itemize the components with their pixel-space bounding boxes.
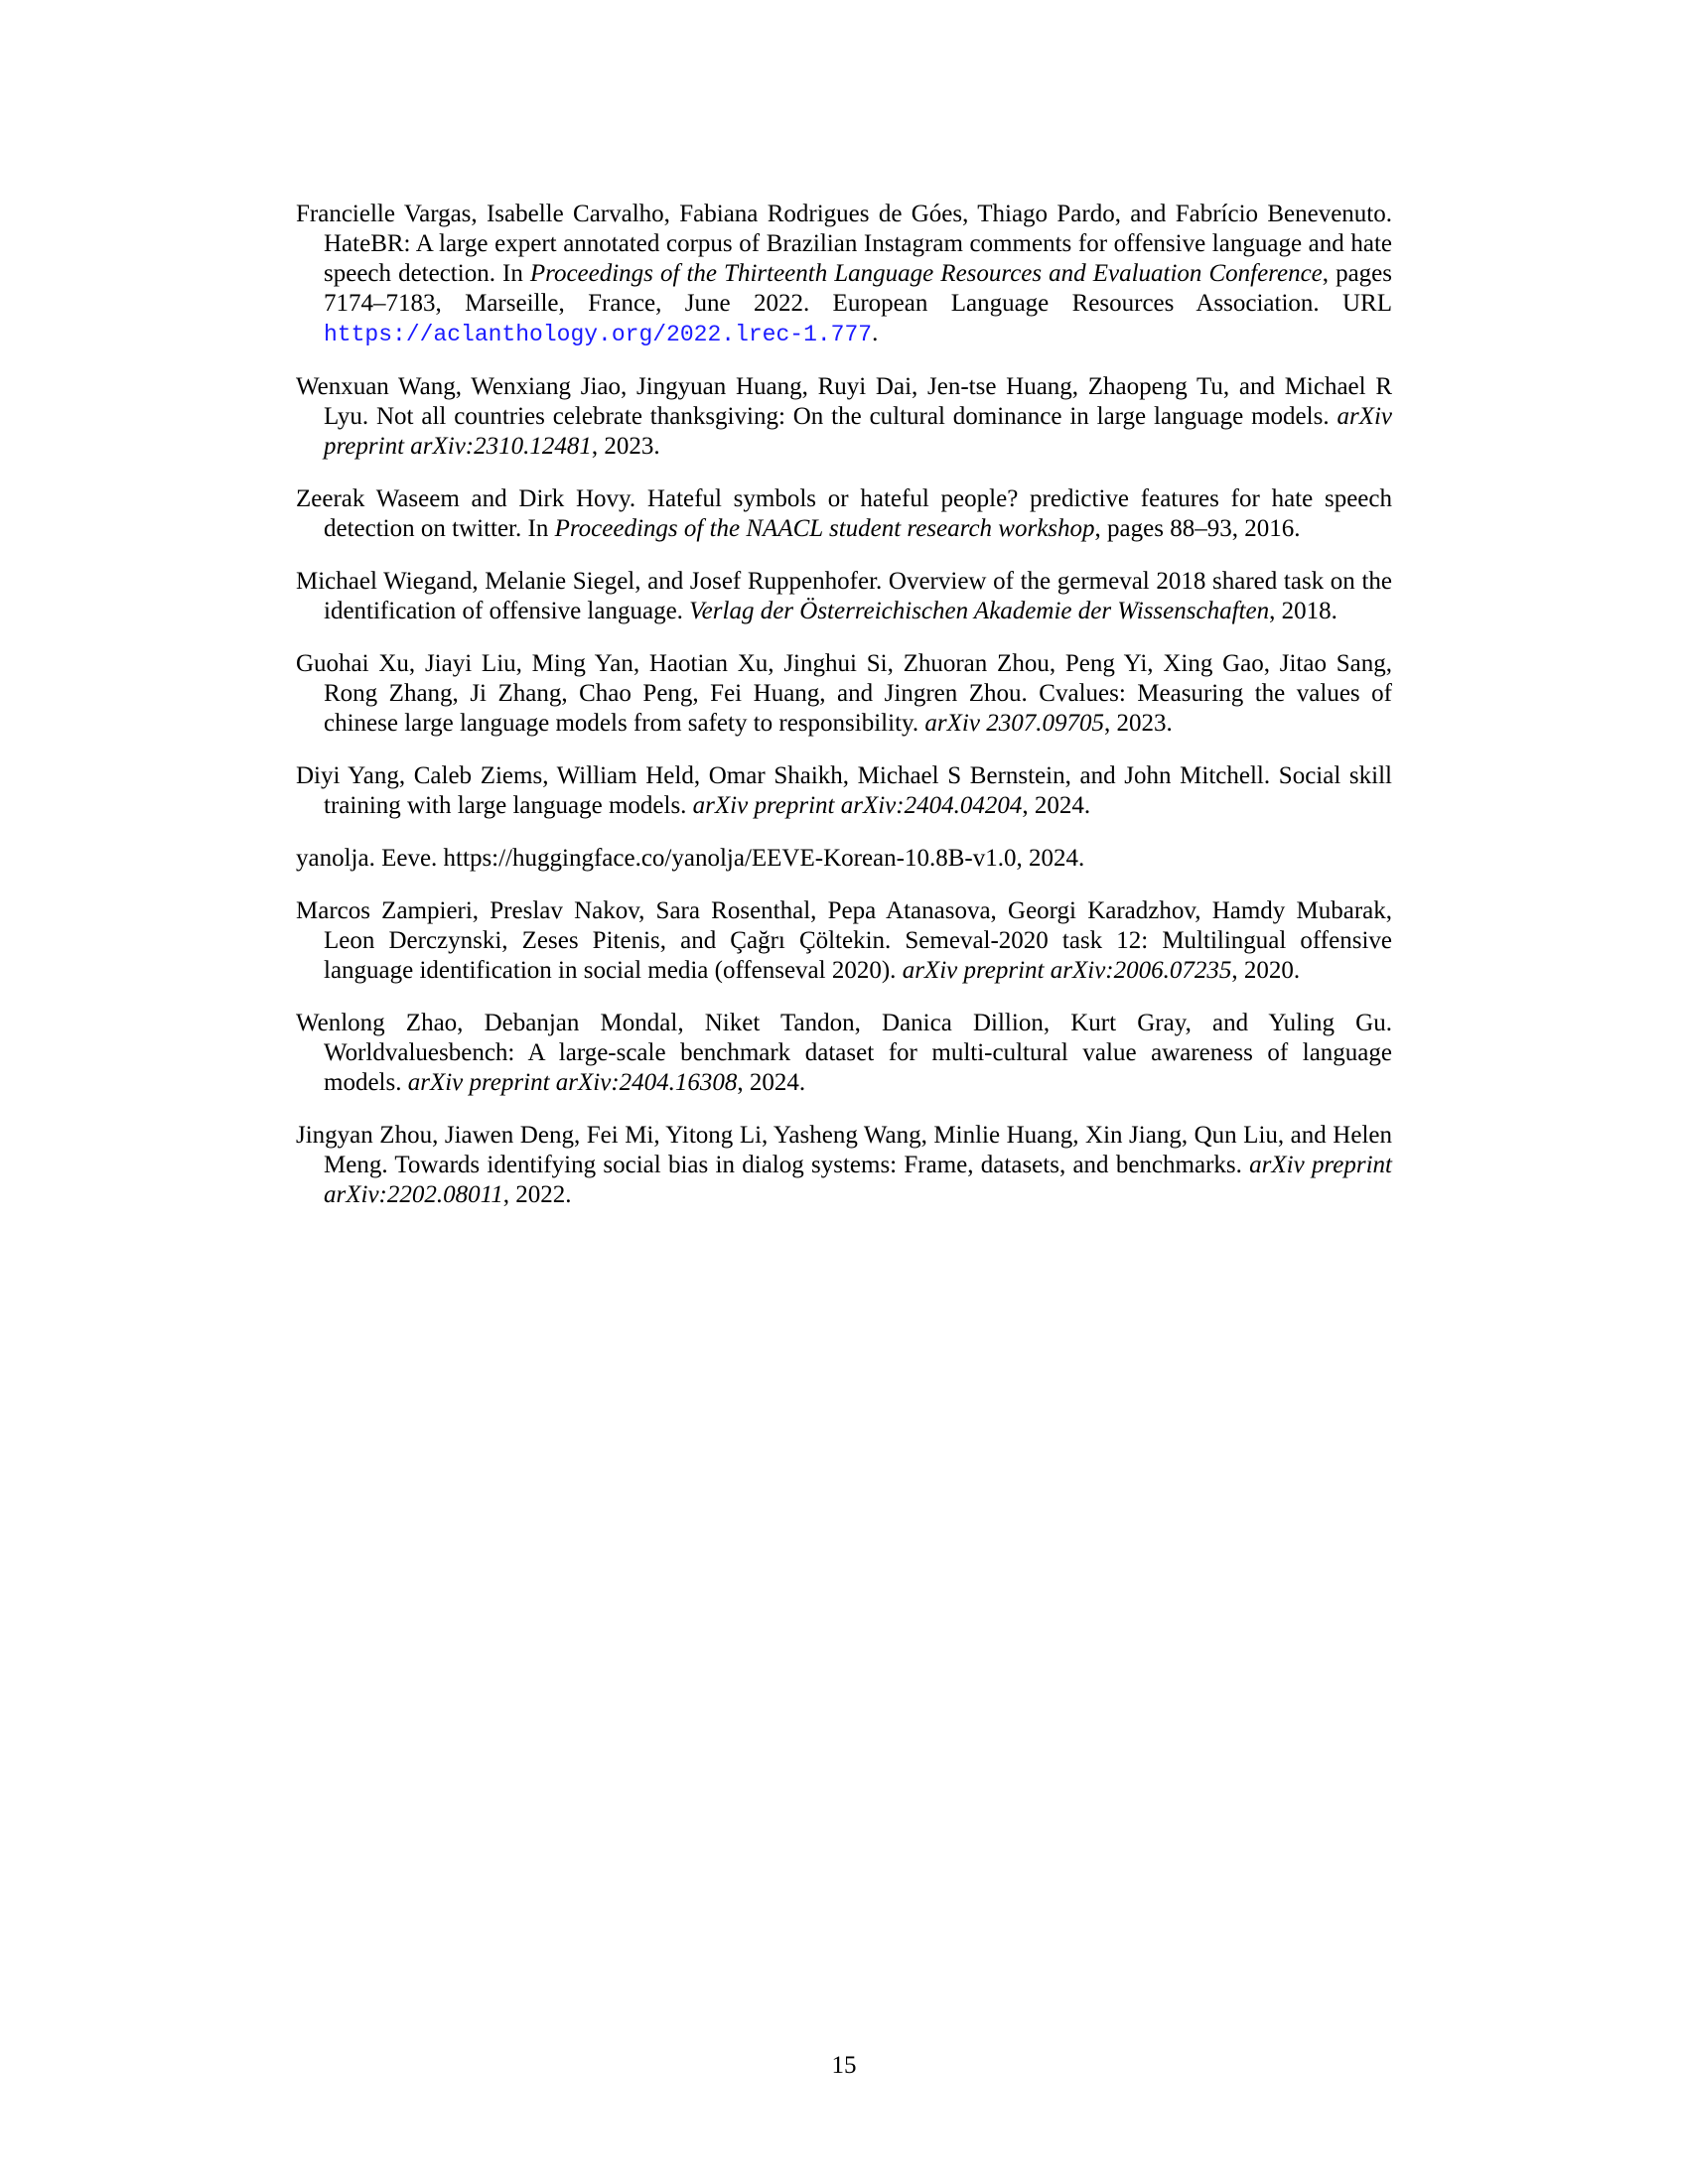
reference-text: Francielle Vargas, Isabelle Carvalho, Fabiana Rodrigues de Góes, Thiago Pardo, and Fabrício Benevenuto. HateBR: A large expert annotated corpus of Brazilian Instagram comments for offensive language and hate speech detection. In: [296, 201, 1392, 287]
reference-venue: arXiv preprint arXiv:2404.16308: [407, 1069, 738, 1096]
reference-url-link[interactable]: https://aclanthology.org/2022.lrec-1.777: [324, 322, 873, 347]
reference-entry: [296, 200, 1392, 349]
reference-entry: [296, 372, 1392, 462]
reference-text-tail: , 2018.: [1269, 598, 1337, 624]
reference-text: Zeerak Waseem and Dirk Hovy. Hateful symbols or hateful people? predictive features for hate speech detection on twitter. In: [296, 485, 1392, 542]
reference-text: Wenlong Zhao, Debanjan Mondal, Niket Tandon, Danica Dillion, Kurt Gray, and Yuling Gu. Worldvaluesbench: A large-scale benchmark dataset for multi-cultural value awareness of language models.: [296, 1010, 1392, 1096]
reference-text-tail: , 2024.: [737, 1069, 806, 1096]
reference-entry: [296, 1009, 1392, 1098]
page-number: 15: [831, 2052, 857, 2079]
reference-text-tail: , 2024.: [1022, 792, 1091, 819]
reference-entry: [296, 761, 1392, 821]
reference-venue: arXiv preprint arXiv:2404.04204: [692, 792, 1023, 819]
reference-venue: arXiv preprint arXiv:2310.12481: [324, 403, 1392, 460]
reference-entry: [296, 649, 1392, 739]
reference-text: Michael Wiegand, Melanie Siegel, and Josef Ruppenhofer. Overview of the germeval 2018 shared task on the identification of offensive language.: [296, 568, 1392, 624]
reference-venue: arXiv preprint arXiv:2006.07235: [902, 957, 1232, 984]
reference-text: Guohai Xu, Jiayi Liu, Ming Yan, Haotian Xu, Jinghui Si, Zhuoran Zhou, Peng Yi, Xing Gao, Jitao Sang, Rong Zhang, Ji Zhang, Chao Peng, Fei Huang, and Jingren Zhou. Cvalues: Measuring the values of chinese large language models from safety to responsibility.: [296, 650, 1392, 737]
reference-text-tail: , 2023.: [1103, 710, 1173, 737]
reference-entry: [296, 844, 1392, 874]
reference-entry: [296, 1121, 1392, 1210]
reference-entry: [296, 567, 1392, 626]
reference-text-tail: , 2023.: [591, 433, 660, 460]
reference-text: Wenxuan Wang, Wenxiang Jiao, Jingyuan Huang, Ruyi Dai, Jen-tse Huang, Zhaopeng Tu, and Michael R Lyu. Not all countries celebrate thanksgiving: On the cultural dominance in large language models.: [296, 373, 1392, 430]
reference-venue: Verlag der Österreichischen Akademie der Wissenschaften: [689, 598, 1270, 624]
reference-text-tail: , 2020.: [1231, 957, 1301, 984]
reference-text-tail: , pages 88–93, 2016.: [1094, 515, 1301, 542]
reference-text: Diyi Yang, Caleb Ziems, William Held, Omar Shaikh, Michael S Bernstein, and John Mitchell. Social skill training with large language models.: [296, 762, 1392, 819]
reference-venue: Proceedings of the NAACL student research workshop: [554, 515, 1095, 542]
reference-text: yanolja. Eeve. https://huggingface.co/yanolja/EEVE-Korean-10.8B-v1.0, 2024.: [296, 845, 1085, 872]
reference-list: [296, 200, 1392, 1233]
reference-venue: Proceedings of the Thirteenth Language Resources and Evaluation Conference: [529, 260, 1323, 287]
reference-text-tail: , pages 7174–7183, Marseille, France, June 2022. European Language Resources Association. URL: [324, 260, 1393, 317]
reference-venue: arXiv preprint arXiv:2202.08011: [324, 1152, 1392, 1208]
reference-end: .: [872, 320, 879, 346]
reference-text: Marcos Zampieri, Preslav Nakov, Sara Rosenthal, Pepa Atanasova, Georgi Karadzhov, Hamdy Mubarak, Leon Derczynski, Zeses Pitenis, and Çağrı Çöltekin. Semeval-2020 task 12: Multilingual offensive language identification in social media (offenseval 2020).: [296, 897, 1392, 984]
reference-entry: [296, 896, 1392, 986]
reference-entry: [296, 484, 1392, 544]
reference-venue: arXiv 2307.09705: [924, 710, 1104, 737]
reference-text-tail: , 2022.: [502, 1181, 572, 1208]
reference-text: Jingyan Zhou, Jiawen Deng, Fei Mi, Yitong Li, Yasheng Wang, Minlie Huang, Xin Jiang, Qun Liu, and Helen Meng. Towards identifying social bias in dialog systems: Frame, datasets, and benchmarks.: [296, 1122, 1392, 1178]
